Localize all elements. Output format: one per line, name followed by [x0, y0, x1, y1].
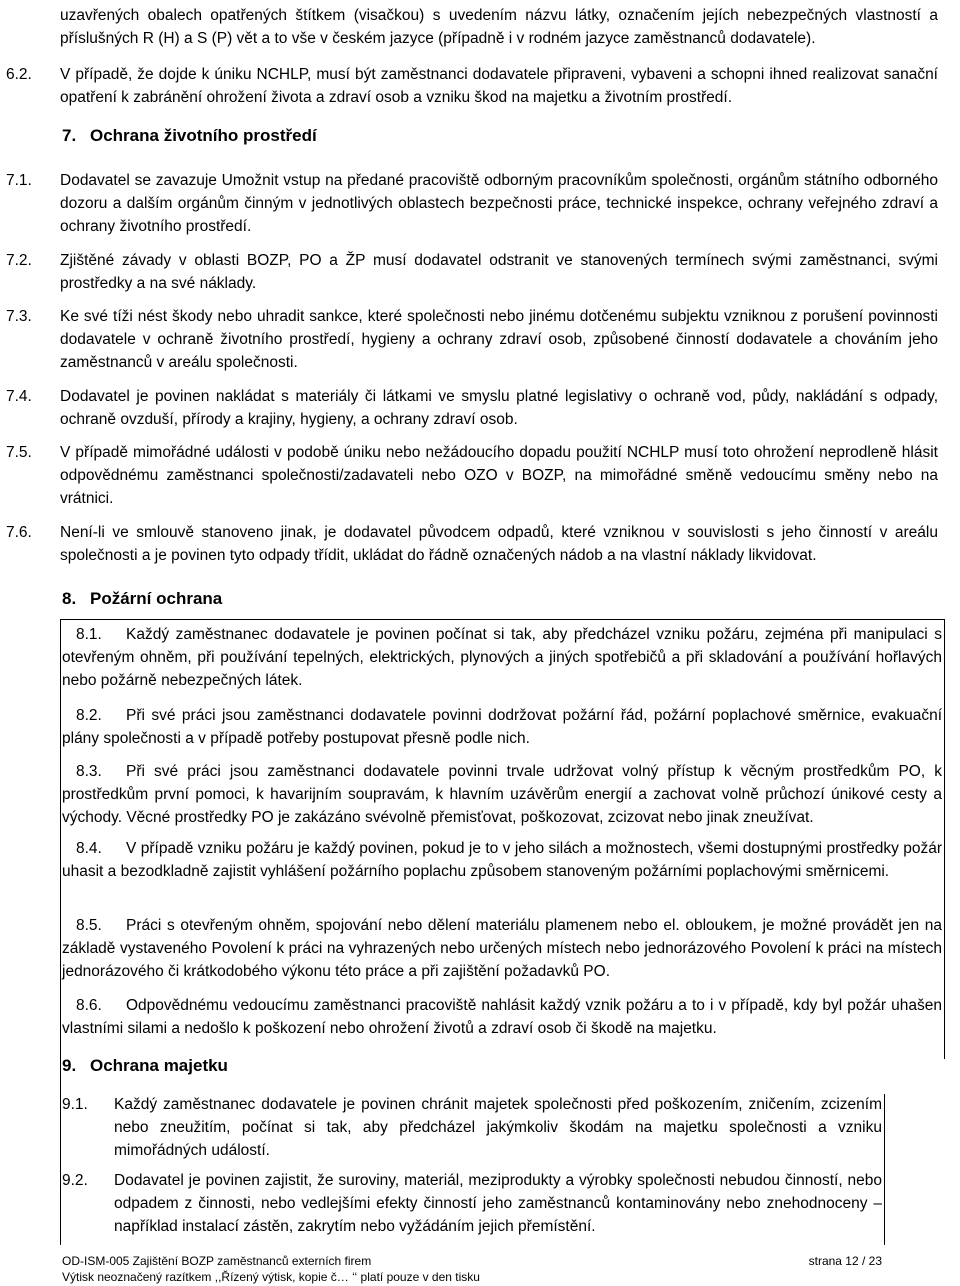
continuation-paragraph: uzavřených obalech opatřených štítkem (visačkou) s uvedením názvu látky, označením jejích nebezpečných vlastností a příslušných R (H) a S (P) vět a to vše v českém jazyce (případně i v rodném jazyce zaměstnanců dodavatele).	[60, 7, 938, 47]
section-number: 7.	[62, 126, 77, 145]
section-number: 9.	[62, 1056, 77, 1075]
clause-text: Zjištěné závady v oblasti BOZP, PO a ŽP musí dodavatel odstranit ve stanovených termínech svými zaměstnanci, svými prostředky a na své náklady.	[60, 252, 938, 292]
clause-text: V případě vzniku požáru je každý povinen, pokud je to v jeho silách a možnostech, všemi dostupnými prostředky požár uhasit a bezodkladně zajistit vyhlášení požárního poplachu způsobem stanoveným požárními poplachovými směrnicemi.	[62, 840, 942, 880]
section-8-heading	[62, 587, 222, 610]
clause-text: V případě, že dojde k úniku NCHLP, musí být zaměstnanci dodavatele připraveni, vybaveni a schopni ihned realizovat sanační opatření k zabránění ohrožení života a zdraví osob a vzniku škod na majetku a životním prostředí.	[60, 66, 938, 106]
footer-print-note: Výtisk neoznačený razítkem ,,Řízený výtisk, kopie č… ‘‘ platí pouze v den tisku	[62, 1270, 480, 1284]
section-7-heading	[62, 124, 317, 147]
footer-page-number: strana 12 / 23	[808, 1254, 882, 1268]
clause-number: 7.4.	[6, 388, 32, 405]
clause-text: Odpovědnému vedoucímu zaměstnanci pracoviště nahlásit každý vznik požáru a to i v případě, kdy byl požár uhašen vlastními silami a nedošlo k poškození nebo ohrožení životů a zdraví osob či škodě na majetku.	[62, 997, 942, 1037]
section-title: Ochrana životního prostředí	[90, 126, 317, 145]
box-top-border	[60, 619, 944, 620]
clause-text: Při své práci jsou zaměstnanci dodavatele povinni dodržovat požární řád, požární poplachové směrnice, evakuační plány společnosti a v případě potřeby postupovat přesně podle nich.	[62, 707, 942, 747]
clause-number: 8.3.	[76, 763, 102, 780]
clause-number: 8.5.	[76, 917, 102, 934]
clause-number: 7.1.	[6, 172, 32, 189]
box-left-border	[60, 619, 61, 1245]
clause-number: 8.1.	[76, 626, 102, 643]
section-9-heading	[62, 1054, 228, 1077]
clause-text: Dodavatel se zavazuje Umožnit vstup na předané pracoviště odborným pracovníkům společnosti, orgánům státního odborného dozoru a dalším orgánům činným v jednotlivých oblastech bezpečnosti práce, technické inspekce, ochrany veřejného zdraví a ochrany životního prostředí.	[60, 172, 938, 235]
section-title: Ochrana majetku	[90, 1056, 228, 1075]
clause-number: 7.2.	[6, 252, 32, 269]
clause-text: Při své práci jsou zaměstnanci dodavatele povinni trvale udržovat volný přístup k věcným prostředkům PO, k prostředkům první pomoci, k havarijním soupravám, k hlavním uzávěrům energií a zachovat volně průchozí únikové cesty a východy. Věcné prostředky PO je zakázáno svévolně přemisťovat, poškozovat, zcizovat nebo jinak zneužívat.	[62, 763, 942, 826]
clause-number: 9.2.	[62, 1172, 88, 1189]
clause-text: Každý zaměstnanec dodavatele je povinen chránit majetek společnosti před poškozením, zničením, zcizením nebo zneužitím, počínat si tak, aby předcházel jakýmkoliv škodám na majetku společnosti a vzniku mimořádných událostí.	[114, 1096, 882, 1159]
clause-number: 7.3.	[6, 308, 32, 325]
clause-number: 7.5.	[6, 444, 32, 461]
section-number: 8.	[62, 589, 77, 608]
clause-text: Dodavatel je povinen nakládat s materiály či látkami ve smyslu platné legislativy o ochraně vod, půdy, nakládání s odpady, ochraně ovzduší, přírody a krajiny, hygieny, a ochrany zdraví osob.	[60, 388, 938, 428]
clause-number: 8.2.	[76, 707, 102, 724]
clause-number: 8.6.	[76, 997, 102, 1014]
clause-text: Není-li ve smlouvě stanoveno jinak, je dodavatel původcem odpadů, které vzniknou v souvislosti s jeho činností v areálu společnosti a je povinen tyto odpady třídit, ukládat do řádně označených nádob a na vlastní náklady likvidovat.	[60, 524, 938, 564]
box-right-border-lower	[884, 1094, 885, 1245]
clause-text: Dodavatel je povinen zajistit, že suroviny, materiál, meziprodukty a výrobky společnosti nebudou činností, nebo odpadem z činnosti, nebo vedlejšími efekty činností jeho zaměstnanců kontaminovány nebo znehodnoceny – například instalací zástěn, zakrytím nebo vyžádáním jejich přemístění.	[114, 1172, 882, 1235]
section-title: Požární ochrana	[90, 589, 223, 608]
clause-number: 8.4.	[76, 840, 102, 857]
clause-number: 6.2.	[6, 66, 32, 83]
clause-text: V případě mimořádné události v podobě úniku nebo nežádoucího dopadu použití NCHLP musí toto ohrožení neprodleně hlásit odpovědnému zaměstnanci společnosti/zadavateli nebo OZO v BOZP, na mimořádné směně vedoucímu směny nebo na vrátnici.	[60, 444, 938, 507]
clause-text: Ke své tíži nést škody nebo uhradit sankce, které společnosti nebo jinému dotčenému subjektu vzniknou z porušení povinnosti dodavatele v ochraně životního prostředí, hygieny a ochrany zdraví osob, způsobené činností dodavatele a chováním jeho zaměstnanců v areálu společnosti.	[60, 308, 938, 371]
clause-6-2	[6, 63, 938, 111]
footer-doc-id: OD-ISM-005 Zajištění BOZP zaměstnanců externích firem	[62, 1254, 372, 1268]
box-right-border	[944, 619, 945, 1059]
clause-text: Práci s otevřeným ohněm, spojování nebo dělení materiálu plamenem nebo el. obloukem, je možné provádět jen na základě vystaveného Povolení k práci na vyhrazených nebo určených místech nebo jednorázového Povolení k práci na místech jednorázového či krátkodobého výkonu této práce a při zajištění požadavků PO.	[62, 917, 942, 980]
clause-text: Každý zaměstnanec dodavatele je povinen počínat si tak, aby předcházel vzniku požáru, zejména při manipulaci s otevřeným ohněm, při používání tepelných, elektrických, plynových a jiných spotřebičů a při skladování a používání hořlavých nebo požárně nebezpečných látek.	[62, 626, 942, 689]
clause-number: 7.6.	[6, 524, 32, 541]
clause-number: 9.1.	[62, 1096, 88, 1113]
